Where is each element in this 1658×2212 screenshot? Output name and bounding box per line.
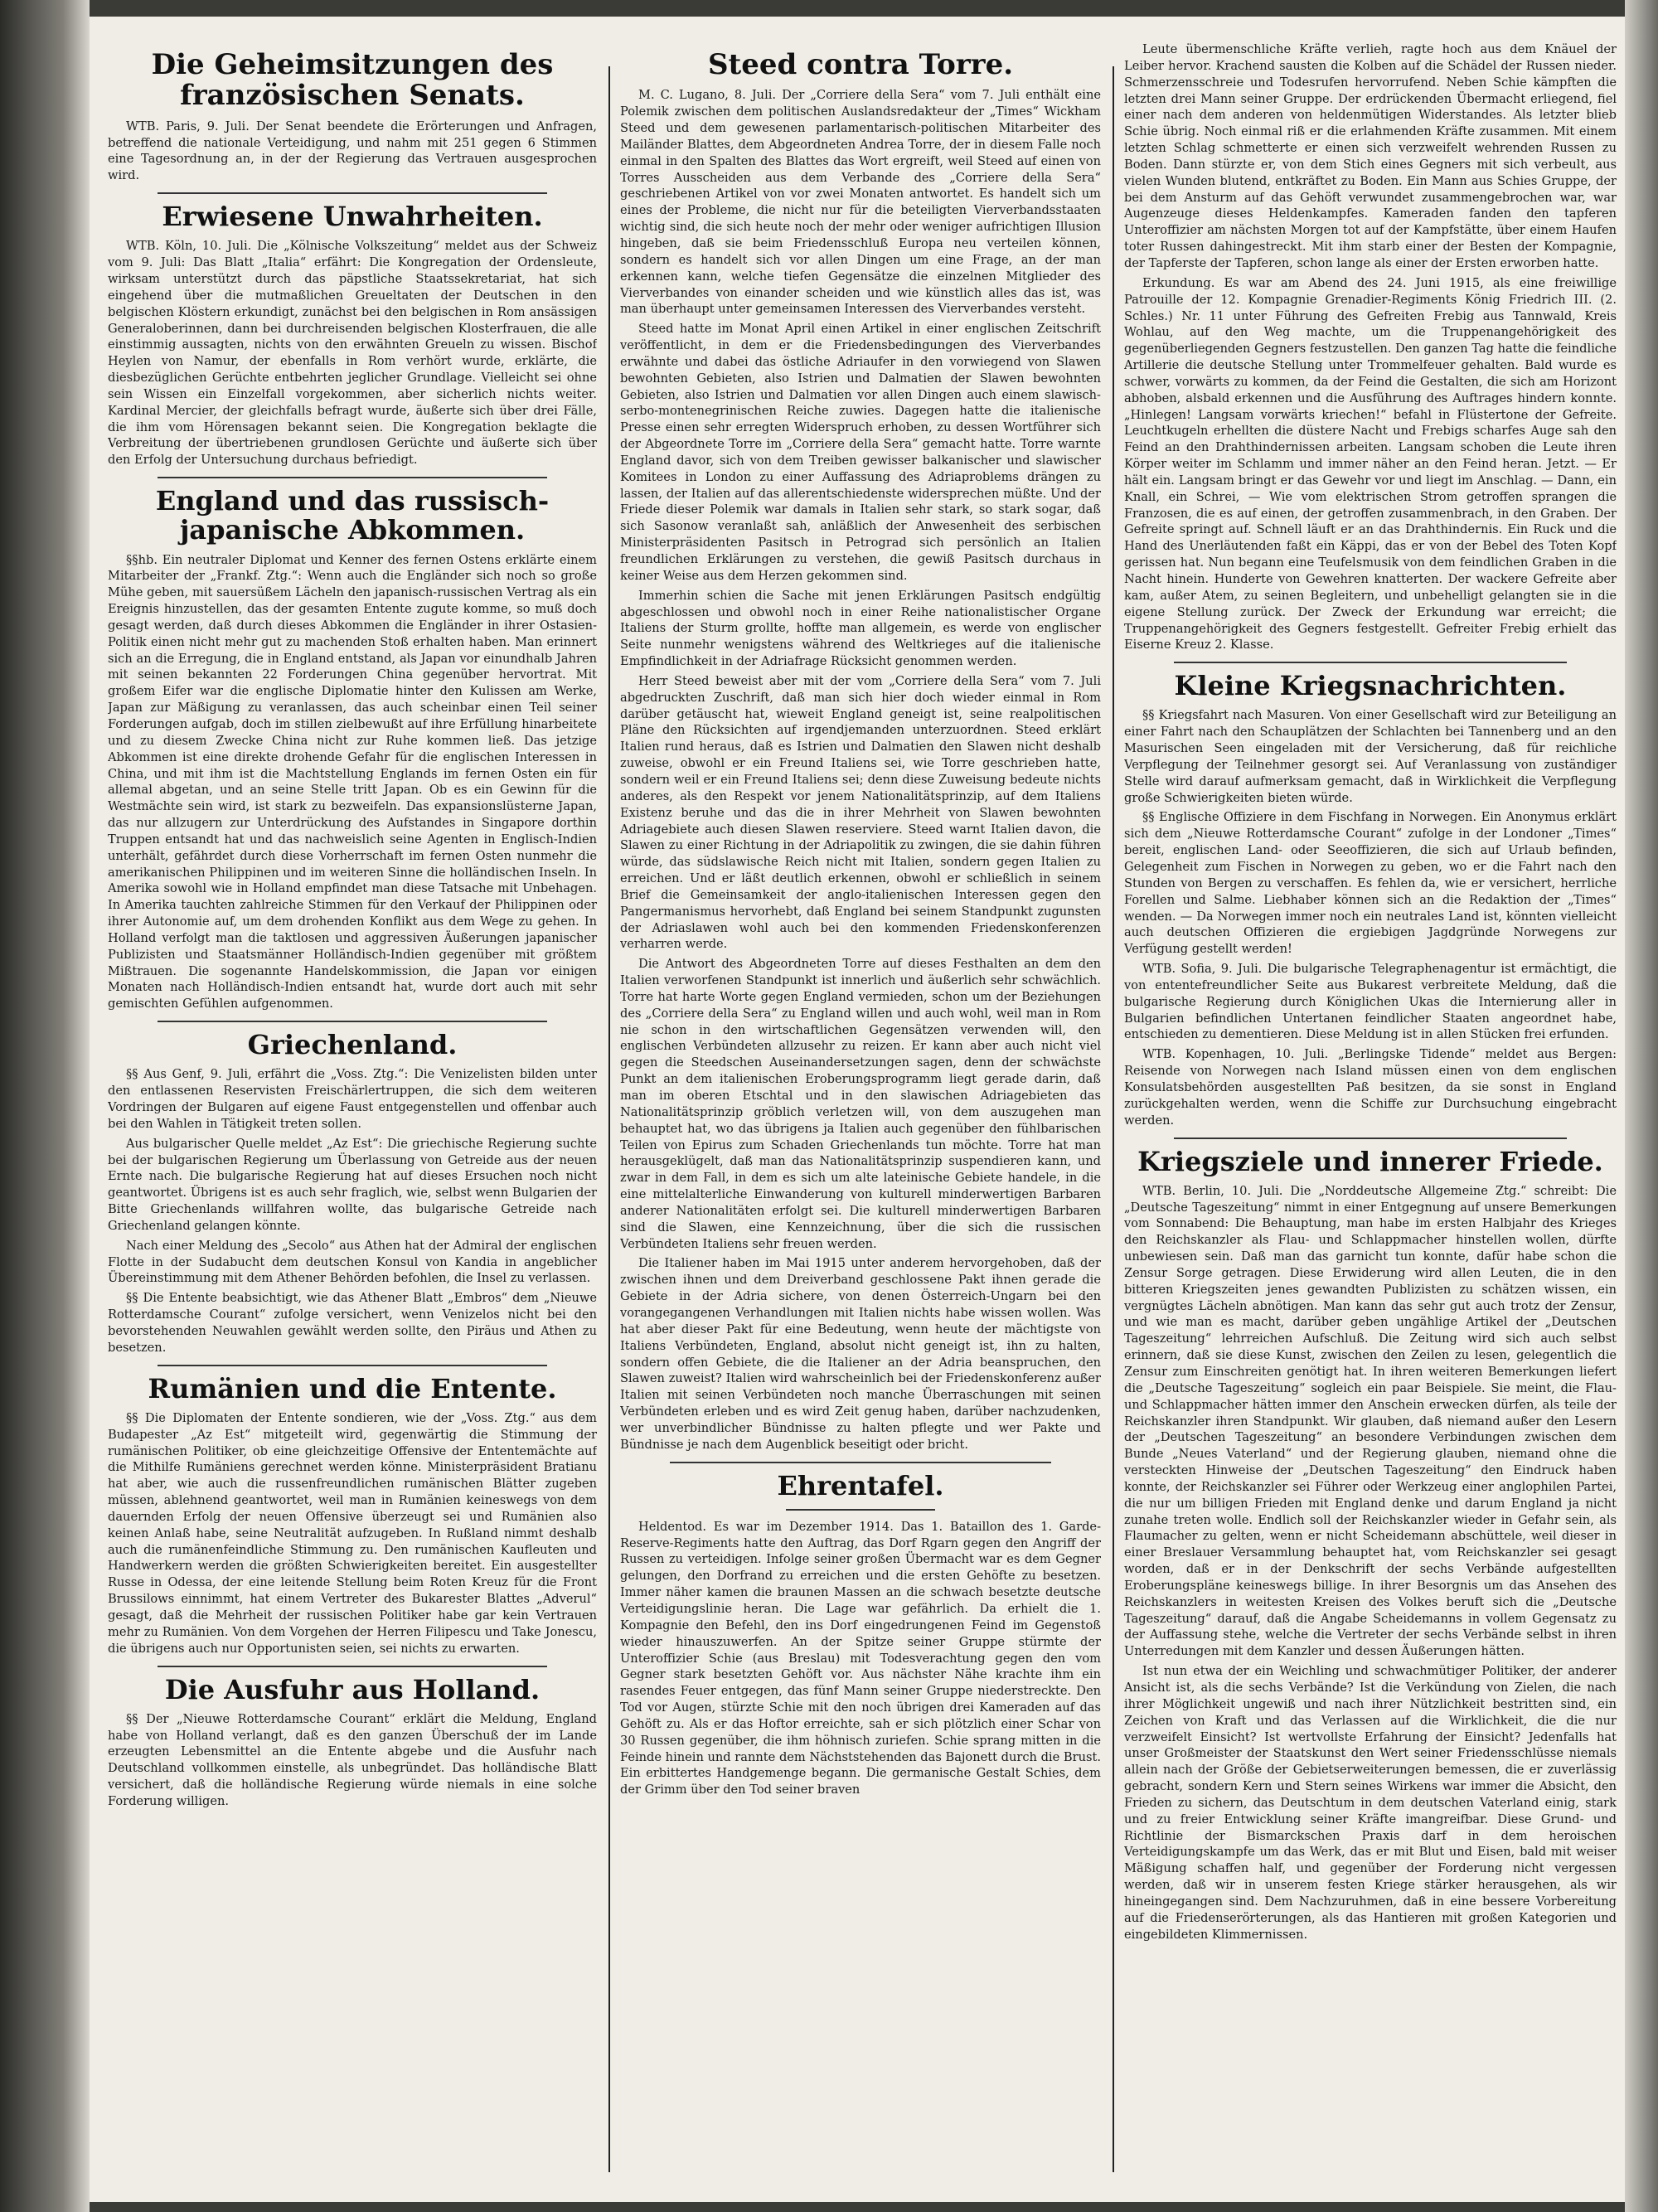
article-paragraph: Die Italiener haben im Mai 1915 unter anderem hervorgehoben, daß der zwischen ihnen und dem Dreiverband geschlossene Pakt ihnen gerade die Gebiete in der Adria sichere, von denen Österreich-Ungarn bei den vorangegangenen Verhandlungen mit Italien nichts habe wissen wollen. Was hat aber dieser Pakt für eine Bedeutung, wenn heute der mächtigste von Italiens Verbündeten, England, absolut nicht geneigt ist, ihn zu halten, sondern offen Gebiete, die die Italiener an der Adria beanspruchen, den Slawen zuweist? Italien wird wahrscheinlich bei der Friedenskonferenz außer Italien mit seinen Verbündeten noch manche Überraschungen mit seinen Verbündeten erleben und es wird Zeit genug haben, darüber nachzudenken, wer unverbindlicher Bündnisse zu halten pflegte und wer Pakte und Bündnisse je nach dem Augenblick beseitigt oder bricht. (620, 1256, 1101, 1452)
article-divider (158, 1021, 547, 1022)
article-paragraph: WTB. Berlin, 10. Juli. Die „Norddeutsche Allgemeine Ztg.“ schreibt: Die „Deutsche Tageszeitung“ nimmt in einer Entgegnung auf unsere Bemerkungen vom Sonnabend: Die Behauptung, man habe im ersten Halbjahr des Krieges den Reichskanzler als Flau- und Schlappmacher hinstellen wollen, dürfte unbewiesen sein. Daß man das garnicht tun konnte, dafür habe schon die Zensur Sorge getragen. Diese Erwiderung wird allen Leuten, die in den bitteren Kriegszeiten jenes gewandten Publizisten zu schätzen wissen, ein vergnügtes Lächeln abnötigen. Man kann das sehr gut auch trotz der Zensur, und wie man es macht, darüber geben ungählige Artikel der „Deutschen Tageszeitung“ lehrreichen Aufschluß. Die Zeitung wird sich auch selbst erinnern, daß sie diese Kunst, zwischen den Zeilen zu lesen, gelegentlich die Zensur zum Einschreiten genötigt hat. In ihren weiteren Bemerkungen liefert die „Deutsche Tageszeitung“ sogleich ein paar Beispiele. Sie meint, die Flau- und Schlappmacher hätten immer den Anschein erwecken dürfen, als teile der Reichskanzler ihren Standpunkt. Wir glauben, daß niemand außer den Lesern der „Deutschen Tageszeitung“ an besondere Verbindungen zwischen dem Bunde „Neues Vaterland“ und der Regierung glauben, niemand ohne die versteckten Hinweise der „Deutschen Tageszeitung“ den Eindruck haben konnte, der Reichskanzler sei Führer oder Werkzeug einer anglophilen Partei, die nur um billigen Frieden mit England denke und darum England ja nicht zunahe treten wolle. Endlich soll der Reichskanzler wieder in Gefahr sein, als Flaumacher zu gelten, wenn er nicht Scheidemann abschüttele, weil dieser in einer Breslauer Versammlung behauptet hat, vom Reichskanzler sei gesagt worden, daß er in der Denkschrift der sechs Verbände aufgestellten Eroberungspläne keineswegs billige. In ihrer Besorgnis um das Ansehen des Reichskanzlers in weitesten Kreisen des Volkes beruft sich die „Deutsche Tageszeitung“ darauf, daß die Angabe Scheidemanns in vollem Gegensatz zu der Auffassung stehe, welche die Vertreter der sechs Verbände selbst in ihren Unterredungen mit dem Kanzler und dessen Äußerungen hätten. (1124, 1183, 1617, 1659)
article-paragraph: §§ Kriegsfahrt nach Masuren. Von einer Gesellschaft wird zur Beteiligung an einer Fahrt nach den Schauplätzen der Schlachten bei Tannenberg und an den Masurischen Seen eingeladen mit der Versicherung, daß für reichliche Verpflegung der Teilnehmer gesorgt sei. Auf Veranlassung von zuständiger Stelle wird darauf aufmerksam gemacht, daß in Wirklichkeit die Verpflegung große Schwierigkeiten bieten würde. (1124, 708, 1617, 805)
book-binding-edge (0, 0, 90, 2212)
column-rule (608, 66, 610, 2172)
page-shadow-edge (1625, 0, 1658, 2212)
article-divider (1174, 662, 1567, 663)
article-paragraph: §§ Der „Nieuwe Rotterdamsche Courant“ erklärt die Meldung, England habe von Holland verlangt, daß es den ganzen Überschuß der im Lande erzeugten Lebensmittel an die Entente abgebe und die Ausfuhr nach Deutschland vollkommen einstelle, als unbegründet. Das holländische Blatt versichert, daß die holländische Regierung würde niemals in eine solche Forderung willigen. (108, 1711, 597, 1808)
article-paragraph: §§ Englische Offiziere in dem Fischfang in Norwegen. Ein Anonymus erklärt sich dem „Nieuwe Rotterdamsche Courant“ zufolge in der Londoner „Times“ bereit, englischen Land- oder Seeoffizieren, die sich auf Urlaub befinden, Gelegenheit zum Fischen in Norwegen zu geben, wo er die Fahrt nach den Stunden von Bergen zu verschaffen. Es fehlen da, wie er versichert, herrliche Forellen und Salme. Liebhaber können sich an die Redaktion der „Times“ wenden. — Da Norwegen immer noch ein neutrales Land ist, könnten vielleicht auch deutschen Offizieren die ergiebigen Jagdgründe Norwegens zur Verfügung gestellt werden! (1124, 810, 1617, 957)
headline-england: England und das russisch-japanische Abkommen. (155, 485, 550, 546)
article-paragraph: Leute übermenschliche Kräfte verlieh, ragte hoch aus dem Knäuel der Leiber hervor. Krachend sausten die Kolben auf die Schädel der Russen nieder. Schmerzensschreie und Todesrufen hervorrufend. Neben Schie kämpften die letzten drei Mann seiner Gruppe. Der erdrückenden Übermacht erliegend, fiel einer nach dem anderen von heldenmütigen Widerstandes. Als letzter blieb Schie übrig. Noch einmal riß er die erlahmenden Kräfte zusammen. Mit einem letzten Schlag schmetterte er einen sich verzweifelt wehrenden Russen zu Boden. Dann stürzte er, von dem Stich eines Gegners mit sich verbeult, aus vielen Wunden blutend, entkräftet zu Boden. Ein Mann aus Schies Gruppe, der bei dem Ansturm auf das Gehöft verwundet zusammengebrochen war, war Augenzeuge dieses Heldenkampfes. Kameraden fanden den tapferen Unteroffizier am nächsten Morgen tot auf der Kampfstätte, über einem Haufen toter Russen dahingestreckt. Mit ihm starb einer der Besten der Kompagnie, der Tapferste der Tapferen, schon lange als einer der Ersten erworben hatte. (1124, 42, 1617, 270)
headline-ehrentafel: Ehrentafel. (777, 1469, 944, 1501)
article-paragraph: M. C. Lugano, 8. Juli. Der „Corriere della Sera“ vom 7. Juli enthält eine Polemik zwischen dem politischen Auslandsredakteur der „Times“ Wickham Steed und dem gewesenen parlamentarisch-politischen Mitarbeiter des Mailänder Blattes, dem Abgeordneten Andrea Torre, der in diesem Falle noch einmal in den Spalten des Blattes das Wort ergreift, weil Steed auf einen von Torres Ausscheiden aus dem Verbande des „Corriere della Sera“ geschriebenen Artikel von vor zwei Monaten antwortet. Es handelt sich um eines der Probleme, die nicht nur für die beteiligten Vierverbandsstaaten wichtig sind, die sich heute noch der mehr oder weniger aufrichtigen Illusion hingeben, daß sie beim Friedensschluß Europa neu verteilen können, sondern es handelt sich vor allen Dingen um eine Frage, an der man erkennen kann, welche tiefen Gegensätze die einzelnen Mitglieder des Vierverbandes von einander scheiden und wie künstlich alles das ist, was man überhaupt unter gemeinsamen Interessen des Vierverbandes versteht. (620, 88, 1101, 317)
newspaper-page (90, 17, 1625, 2202)
article-paragraph: §§hb. Ein neutraler Diplomat und Kenner des fernen Ostens erklärte einem Mitarbeiter der „Frankf. Ztg.“: Wenn auch die Engländer sich noch so große Mühe geben, mit sauersüßem Lächeln den japanisch-russischen Vertrag als ein Ereignis hinzustellen, das der gesamten Entente zugute komme, so muß doch gesagt werden, daß durch dieses Abkommen die Engländer in ihrer Ostasien-Politik einen nicht mehr gut zu machenden Stoß erhalten haben. Man erinnert sich an die Erregung, die in England entstand, als Japan vor einundhalb Jahren mit seinen bekannten 22 Forderungen China gegenüber hervortrat. Mit großem Eifer war die englische Diplomatie hinter den Kulissen am Werke, Japan zur Mäßigung zu veranlassen, das auch scheinbar einen Teil seiner Forderungen aufgab, doch im stillen zielbewußt auf ihre Erfüllung hinarbeitete und zu diesem Zwecke China nicht zur Ruhe kommen ließ. Das jetzige Abkommen ist eine direkte drohende Gefahr für die englischen Interessen in China, und mit ihm ist die Machtstellung Englands im fernen Osten ein für allemal abgetan, und an seine Stelle tritt Japan. Ob es ein Gewinn für die Westmächte sein wird, ist stark zu bezweifeln. Das expansionslüsterne Japan, das nur allzugern zur Unterdrückung des Aufstandes in Singapore dorthin Truppen entsandt hat und das nachweislich seine Agenten in Englisch-Indien unterhält, gefährdet durch diese Vorherrschaft im fernen Osten nunmehr die amerikanischen Philippinen und im weiteren Sinne die holländischen Inseln. In Amerika sowohl wie in Holland empfindet man diese Tatsache mit Unbehagen. In Amerika tauchten zahlreiche Stimmen für den Verkauf der Philippinen oder ihrer Autonomie auf, um dem drohenden Konflikt aus dem Wege zu gehen. In Holland verfolgt man die taktlosen und aggressiven Äußerungen japanischer Publizisten und Staatsmänner Holländisch-Indien gegenüber mit größtem Mißtrauen. Die sogenannte Handelskommission, die Japan vor einigen Monaten nach Holländisch-Indien entsandt hat, wurde dort auch mit sehr gemischten Gefühlen aufgenommen. (108, 552, 597, 1011)
article-paragraph: Steed hatte im Monat April einen Artikel in einer englischen Zeitschrift veröffentlicht, in dem er die Friedensbedingungen des Vierverbandes erwähnte und dabei das östliche Adriaufer in den vorwiegend von Slawen bewohnten Gebieten, also Istrien und Dalmatien der Slawen bewohnten Gebieten, also Istrien und Dalmatien vor allen Dingen auch einem slawisch-serbo-montenegrinischen Reiche zuwies. Dagegen hatte die italienische Presse einen sehr erregten Widerspruch erhoben, zu dessen Wortführer sich der Abgeordnete Torre im „Corriere della Sera“ gemacht hatte. Torre warnte England davor, sich von dem Treiben gewisser balkanischer und slawischer Komitees in London zu einer Auffassung des Adriaproblems drängen zu lassen, der Italien auf das allerentschiedenste widersprechen müßte. Und der Friede dieser Polemik war damals in Italien sehr stark, so stark sogar, daß sich Sasonow veranlaßt sah, anläßlich der Anwesenheit des serbischen Ministerpräsidenten Pasitsch in Petrograd sich persönlich an Italien freundlichen Erklärungen zu verstehen, die gewiß Pasitsch durchaus in keiner Weise aus dem Herzen gekommen sind. (620, 322, 1101, 583)
column-rule (1113, 66, 1114, 2172)
article-paragraph: Herr Steed beweist aber mit der vom „Corriere della Sera“ vom 7. Juli abgedruckten Zuschrift, daß man sich hier doch wieder einmal in Rom darüber getäuscht hat, wieweit England geneigt ist, seine realpolitischen Pläne den Rücksichten auf irgendjemanden unterzuordnen. Steed erklärt Italien rund heraus, daß es Istrien und Dalmatien den Slawen nicht deshalb zuweise, obwohl er ein Freund Italiens sei, wie Torre geschrieben hatte, sondern weil er ein Freund Italiens sei; denn diese Zuweisung bedeute nichts anderes, als den Respekt vor jenem Nationalitätsprinzip, auf dem Italiens Existenz beruhe und das die in ihrer Mehrheit von Slawen bewohnten Adriagebiete auch diesen Slawen reserviere. Steed warnt Italien davon, die Slawen zu einer Richtung in der Adriapolitik zu zwingen, die sie dahin führen würde, das südslawische Reich nicht mit Italien, sondern gegen Italien zu erreichen. Und er läßt deutlich erkennen, obwohl er schließlich in seinem Brief die Gemeinsamkeit der anglo-italienischen Interessen gegen den Pangermanismus hervorhebt, daß England bei seinem Standpunkt zugunsten der Adriaslawen wohl auch bei den kommenden Friedenskonferenzen verharren werde. (620, 673, 1101, 952)
column-middle (620, 41, 1101, 2189)
article-paragraph: §§ Aus Genf, 9. Juli, erfährt die „Voss. Ztg.“: Die Venizelisten bilden unter den entlassenen Reservisten Freischärlertruppen, die sich dem weiteren Vordringen der Bulgaren auf eigene Faust entgegenstellen und offenbar auch bei den Wahlen in Tätigkeit treten sollen. (108, 1067, 597, 1131)
title-underline (786, 1509, 935, 1511)
headline-ausfuhr: Die Ausfuhr aus Holland. (164, 1673, 541, 1705)
article-paragraph: Erkundung. Es war am Abend des 24. Juni 1915, als eine freiwillige Patrouille der 12. Kompagnie Grenadier-Regiments König Friedrich III. (2. Schles.) Nr. 11 unter Führung des Gefreiten Frebig aus Tannwald, Kreis Wohlau, auf den Weg machte, um die Truppenangehörigkeit des gegenüberliegenden Gegners festzustellen. Den ganzen Tag hatte die feindliche Artillerie die deutsche Stellung unter Trommelfeuer gehalten. Bald wurde es schwer, vorwärts zu kommen, da der Feind die Gestalten, die sich am Horizont abhoben, alsbald erkennen und die Ausführung des Auftrages hindern konnte. „Hinlegen! Langsam vorwärts kriechen!“ befahl in Flüstertone der Gefreite. Leuchtkugeln erhellten die düstere Nacht und Frebigs scharfes Auge sah den Feind an den Drahthindernissen arbeiten. Langsam schoben die Leute ihren Körper weiter im Schlamm und immer näher an den Feind heran. Jetzt. — Er hält ein. Langsam bringt er das Gewehr vor und liegt im Anschlag. — Dann, ein Knall, ein Schrei, — Wie vom elektrischen Strom getroffen sprangen die Franzosen, die es auf einen, der getroffen zusammenbrach, in den Graben. Der Gefreite springt auf. Schnell läuft er an das Drahthindernis. Ein Ruck und die Hand des Unerläutenden faßt ein Käppi, das er von der Bebel des Toten Kopf gerissen hat. Nun begann eine Teufelsmusik von dem feindlichen Graben in die Nacht hinein. Hunderte von Gewehren knatterten. Der wackere Gefreite aber kam, außer Atem, zu seinen Begleitern, und unbehelligt gelangten sie in die eigene Stellung zurück. Der Zweck der Erkundung war erreicht; die Truppenangehörigkeit des Gegners festgestellt. Gefreiter Frebig erhielt das Eiserne Kreuz 2. Klasse. (1124, 275, 1617, 652)
column-right (1124, 41, 1617, 2189)
article-paragraph: Die Antwort des Abgeordneten Torre auf dieses Festhalten an dem den Italien verworfenen Standpunkt ist innerlich und äußerlich sehr schwächlich. Torre hat harte Worte gegen England vermieden, schon um der Beziehungen des „Corriere della Sera“ zu England willen und auch wohl, weil man in Rom nie schon in den wirtschaftlichen Gegensätzen verwenden will, den englischen Verbündeten allzusehr zu reizen. Er kann aber auch nicht viel gegen die Steedschen Auseinandersetzungen sagen, denn der schwächste Punkt an dem italienischen Eroberungsprogramm liegt gerade darin, daß man im oberen Etschtal und in den slawischen Adriagebieten das Nationalitätsprinzip gröblich verletzen will, von dem auszugehen man behauptet hat, wo das übrigens ja Italien auch gegenüber den fühlbarischen Teilen von Epirus zum Schaden Griechenlands tun möchte. Torre hat man herausgeklügelt, daß man das Nationalitätsprinzip suspendieren kann, und zwar in dem Fall, in dem es sich um alte lateinische Gebiete handele, in die eine mittelalterliche Einwanderung von kulturell minderwertigen Barbaren anderer Nationalitäten erfolgt sei. Die kulturell minderwertigen Barbaren sind die Slawen, eine Kennzeichnung, über die sich die russischen Verbündeten Italiens sehr freuen werden. (620, 957, 1101, 1251)
article-divider (670, 1462, 1051, 1463)
article-paragraph: WTB. Sofia, 9. Juli. Die bulgarische Telegraphenagentur ist ermächtigt, die von ententefreundlicher Seite aus Bukarest verbreitete Meldung, daß die bulgarische Regierung durch Königlichen Ukas die Internierung aller in Bulgarien befindlichen Untertanen feindlicher Staaten angeordnet habe, entschieden zu dementieren. Diese Meldung ist in allen Stücken frei erfunden. (1124, 962, 1617, 1042)
article-paragraph: §§ Die Entente beabsichtigt, wie das Athener Blatt „Embros“ dem „Nieuwe Rotterdamsche Courant“ zufolge versichert, wenn Venizelos nicht bei den bevorstehenden Neuwahlen gewählt werden sollte, den Piräus und Athen zu besetzen. (108, 1291, 597, 1355)
article-paragraph: WTB. Köln, 10. Juli. Die „Kölnische Volkszeitung“ meldet aus der Schweiz vom 9. Juli: Das Blatt „Italia“ erfährt: Die Kongregation der Ordensleute, wirksam unterstützt durch das päpstliche Staatssekretariat, hat sich eingehend über die mutmaßlichen Greueltaten der Deutschen in den belgischen Klöstern erkundigt, zunächst bei den belgischen in Rom ansässigen Generaloberinnen, dann bei durchreisenden belgischen Klosterfrauen, die alle einstimmig aussagten, nichts von den erwähnten Greueln zu wissen. Bischof Heylen von Namur, der ebenfalls in Rom verhört wurde, erklärte, die diesbezüglichen Gerüchte entbehrten jeglicher Grundlage. Vielleicht sei ohne sein Wissen ein Einzelfall vorgekommen, aber sicherlich nichts weiter. Kardinal Mercier, der gleichfalls befragt wurde, äußerte sich über drei Fälle, die ihm vom Hörensagen bekannt seien. Die Kongregation beklagte die Verbreitung der übertriebenen grundlosen Gerüchte und äußerte sich über den Erfolg der Untersuchung durchaus befriedigt. (108, 239, 597, 468)
headline-griechenland: Griechenland. (247, 1029, 458, 1061)
article-paragraph: §§ Die Diplomaten der Entente sondieren, wie der „Voss. Ztg.“ aus dem Budapester „Az Est“ mitgeteilt wird, gegenwärtig die Stimmung der rumänischen Politiker, ob eine gleichzeitige Offensive der Ententemächte auf die Mithilfe Rumäniens gerechnet werden könne. Ministerpräsident Bratianu hat aber, wie auch die russenfreundlichen rumänischen Blätter zugeben müssen, ablehnend geantwortet, weil man in Rumänien keineswegs von dem dauernden Erfolg der neuen Offensive überzeugt sei und Rumänien also keinen Anlaß habe, seine Neutralität aufzugeben. In Rußland nimmt deshalb auch die rumänenfeindliche Stimmung zu. Den rumänischen Kaufleuten und Handwerkern werden die größten Schwierigkeiten bereitet. Ein ausgestellter Russe in Odessa, der eine leitende Stellung beim Roten Kreuz für die Front Brussilows einnimmt, hat einem Vertreter des Bukarester Blattes „Adverul“ gesagt, daß die Mehrheit der russischen Politiker habe gar kein Vertrauen mehr zu Rumänien. Von dem Vorgehen der Herren Filipescu und Take Jonescu, die übrigens auch nur Opportunisten seien, sei nichts zu erwarten. (108, 1410, 597, 1656)
article-paragraph: WTB. Paris, 9. Juli. Der Senat beendete die Erörterungen und Anfragen, betreffend die nationale Verteidigung, und nahm mit 251 gegen 6 Stimmen eine Tagesordnung an, in der der Regierung das Vertrauen ausgesprochen wird. (108, 119, 597, 183)
article-paragraph: WTB. Kopenhagen, 10. Juli. „Berlingske Tidende“ meldet aus Bergen: Reisende von Norwegen nach Island müssen einen von dem englischen Konsulatsbehörden ausgestellten Paß besitzen, da sie sonst in England zurückgehalten werden, wenn die Schiffe zur Durchsuchung eingebracht werden. (1124, 1047, 1617, 1128)
article-paragraph: Nach einer Meldung des „Secolo“ aus Athen hat der Admiral der englischen Flotte in der Sudabucht dem deutschen Konsul von Kandia in angeblicher Übereinstimmung mit dem Athener Behörden befohlen, die Insel zu verlassen. (108, 1238, 597, 1286)
headline-rumaenien: Rumänien und die Entente. (148, 1372, 557, 1404)
headline-kriegsnachrichten: Kleine Kriegsnachrichten. (1174, 670, 1567, 702)
article-divider (158, 192, 547, 194)
headline-kriegsziele: Kriegsziele und innerer Friede. (1137, 1145, 1603, 1177)
column-left (108, 41, 597, 2189)
headline-unwahrheiten: Erwiesene Unwahrheiten. (162, 201, 543, 233)
article-paragraph: Heldentod. Es war im Dezember 1914. Das 1. Bataillon des 1. Garde-Reserve-Regiments hatte den Auftrag, das Dorf Rgarn gegen den Angriff der Russen zu verteidigen. Infolge seiner großen Übermacht war es dem Gegner gelungen, den Dorfrand zu erreichen und die ersten Gehöfte zu besetzen. Immer näher kamen die braunen Massen an die schwach besetzte deutsche Verteidigungslinie heran. Die Lage war gefährlich. Da erhielt die 1. Kompagnie den Befehl, den ins Dorf eingedrungenen Feind im Gegenstoß wieder hinauszuwerfen. An der Spitze seiner Gruppe stürmte der Unteroffizier Schie (aus Breslau) mit Todesverachtung gegen den vom Gegner stark besetzten Gehöft vor. Aus nächster Nähe krachte ihm ein rasendes Feuer entgegen, das fünf Mann seiner Gruppe niederstreckte. Den Tod vor Augen, stürzte Schie mit den noch übrigen drei Kameraden auf das Gehöft zu. Als er das Hoftor erreichte, sah er sich plötzlich einer Schar von 30 Russen gegenüber, die ihm höhnisch zuriefen. Schie sprang mitten in die Feinde hinein und rannte dem Nächststehenden das Bajonett durch die Brust. Ein erbittertes Handgemenge begann. Die germanische Gestalt Schies, dem der Grimm über den Tod seiner braven (620, 1519, 1101, 1797)
article-divider (158, 1365, 547, 1366)
article-divider (158, 477, 547, 478)
article-divider (158, 1666, 547, 1667)
headline-steed-torre: Steed contra Torre. (707, 48, 1014, 81)
article-paragraph: Immerhin schien die Sache mit jenen Erklärungen Pasitsch endgültig abgeschlossen und obwohl noch in einer Reihe nationalistischer Organe Italiens der Sturm grollte, hoffte man allgemein, es werde von englischer Seite nunmehr wenigstens während des Weltkrieges auf die italienische Empfindlichkeit in der Adriafrage Rücksicht genommen werden. (620, 588, 1101, 669)
article-divider (1174, 1138, 1567, 1139)
headline-senat: Die Geheimsitzungen des französischen Senats. (151, 48, 554, 113)
article-paragraph: Ist nun etwa der ein Weichling und schwachmütiger Politiker, der anderer Ansicht ist, als die sechs Verbände? Ist die Verkündung von Zielen, die nach ihrer Möglichkeit ungewiß und nach ihrer Nützlichkeit bestritten sind, ein Zeichen von Kraft und das Verlassen auf die Wirklichkeit, die die nur verzweifelt Einsicht? Ist wertvollste Erfahrung der Einsicht? Jedenfalls hat unser Großmeister der Staatskunst den Wert seiner Friedensschlüsse niemals allein nach der Größe der Gebietserweiterungen bemessen, die er zuverlässig gebracht, sondern Kern und Stern seines Wirkens war immer die Absicht, den Frieden zu sichern, das Deutschtum in dem deutschen Vaterland einig, stark und zu freier Entwicklung seiner Kräfte imangreifbar. Diese Grund- und Richtlinie der Bismarckschen Praxis darf in dem heroischen Verteidigungskampfe um das Werk, das er mit Blut und Eisen, bald mit weiser Mäßigung schaffen half, und gegenüber der Forderung nicht vergessen werden, daß wir in unserem festen Kriege stärker herausgehen, als wir hineingegangen sind. Dem Nachzuruhmen, daß in eine bessere Vorbereitung auf die Friedenserörterungen, als das Hantieren mit großen Kategorien und eingebildeten Klimmernissen. (1124, 1664, 1617, 1942)
article-paragraph: Aus bulgarischer Quelle meldet „Az Est“: Die griechische Regierung suchte bei der bulgarischen Regierung um Überlassung von Getreide aus der neuen Ernte nach. Die bulgarische Regierung hat auf dieses Ersuchen noch nicht geantwortet. Übrigens ist es auch sehr fraglich, wie, selbst wenn Bulgarien der Bitte Griechenlands willfahren wollte, das bulgarische Getreide nach Griechenland gelangen könnte. (108, 1136, 597, 1233)
